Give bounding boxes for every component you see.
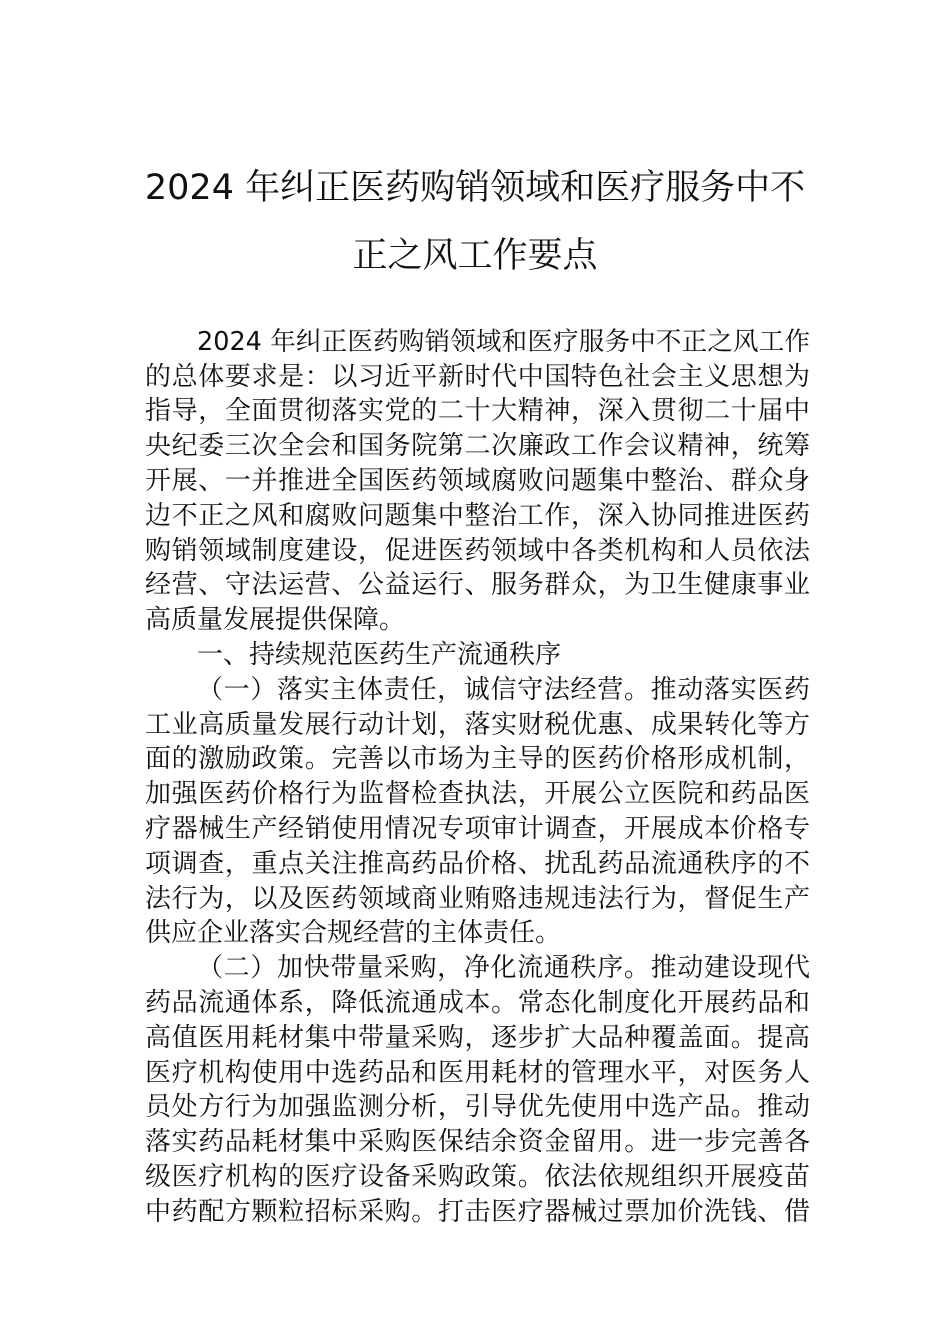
document-title-line-1: 2024 年纠正医药购销领域和医疗服务中不 <box>144 168 806 208</box>
body-line: 边不正之风和腐败问题集中整治工作，深入协同推进医药 <box>145 501 810 531</box>
body-line: 级医疗机构的医疗设备采购政策。依法依规组织开展疫苗 <box>145 1162 810 1192</box>
body-line: 项调查，重点关注推高药品价格、扰乱药品流通秩序的不 <box>145 849 810 879</box>
body-line: 药品流通体系，降低流通成本。常态化制度化开展药品和 <box>145 988 810 1018</box>
body-line: 高值医用耗材集中带量采购，逐步扩大品种覆盖面。提高 <box>145 1023 810 1053</box>
body-line: 加强医药价格行为监督检查执法，开展公立医院和药品医 <box>145 779 810 809</box>
body-line: （二）加快带量采购，净化流通秩序。推动建设现代 <box>197 953 810 983</box>
body-line: 高质量发展提供保障。 <box>145 605 406 635</box>
body-line: 2024 年纠正医药购销领域和医疗服务中不正之风工作 <box>197 327 810 357</box>
body-line: 经营、守法运营、公益运行、服务群众，为卫生健康事业 <box>145 570 810 600</box>
body-line: 员处方行为加强监测分析，引导优先使用中选产品。推动 <box>145 1092 810 1122</box>
body-line: 央纪委三次全会和国务院第二次廉政工作会议精神，统筹 <box>145 431 810 461</box>
body-line: 指导，全面贯彻落实党的二十大精神，深入贯彻二十届中 <box>145 396 810 426</box>
body-line: 中药配方颗粒招标采购。打击医疗器械过票加价洗钱、借 <box>145 1197 810 1227</box>
document-title-line-2: 正之风工作要点 <box>352 236 598 276</box>
body-line: 开展、一并推进全国医药领域腐败问题集中整治、群众身 <box>145 466 810 496</box>
body-line: 法行为，以及医药领域商业贿赂违规违法行为，督促生产 <box>145 884 810 914</box>
body-line: 医疗机构使用中选药品和医用耗材的管理水平，对医务人 <box>145 1058 810 1088</box>
body-line: 疗器械生产经销使用情况专项审计调查，开展成本价格专 <box>145 814 810 844</box>
body-line: 工业高质量发展行动计划，落实财税优惠、成果转化等方 <box>145 710 810 740</box>
body-line: 的总体要求是：以习近平新时代中国特色社会主义思想为 <box>145 362 810 392</box>
body-line: 落实药品耗材集中采购医保结余资金留用。进一步完善各 <box>145 1127 810 1157</box>
body-line: 购销领域制度建设，促进医药领域中各类机构和人员依法 <box>145 536 810 566</box>
body-line: （一）落实主体责任，诚信守法经营。推动落实医药 <box>197 675 810 705</box>
section-heading: 一、持续规范医药生产流通秩序 <box>197 640 562 670</box>
body-line: 面的激励政策。完善以市场为主导的医药价格形成机制， <box>145 744 810 774</box>
body-line: 供应企业落实合规经营的主体责任。 <box>145 918 562 948</box>
